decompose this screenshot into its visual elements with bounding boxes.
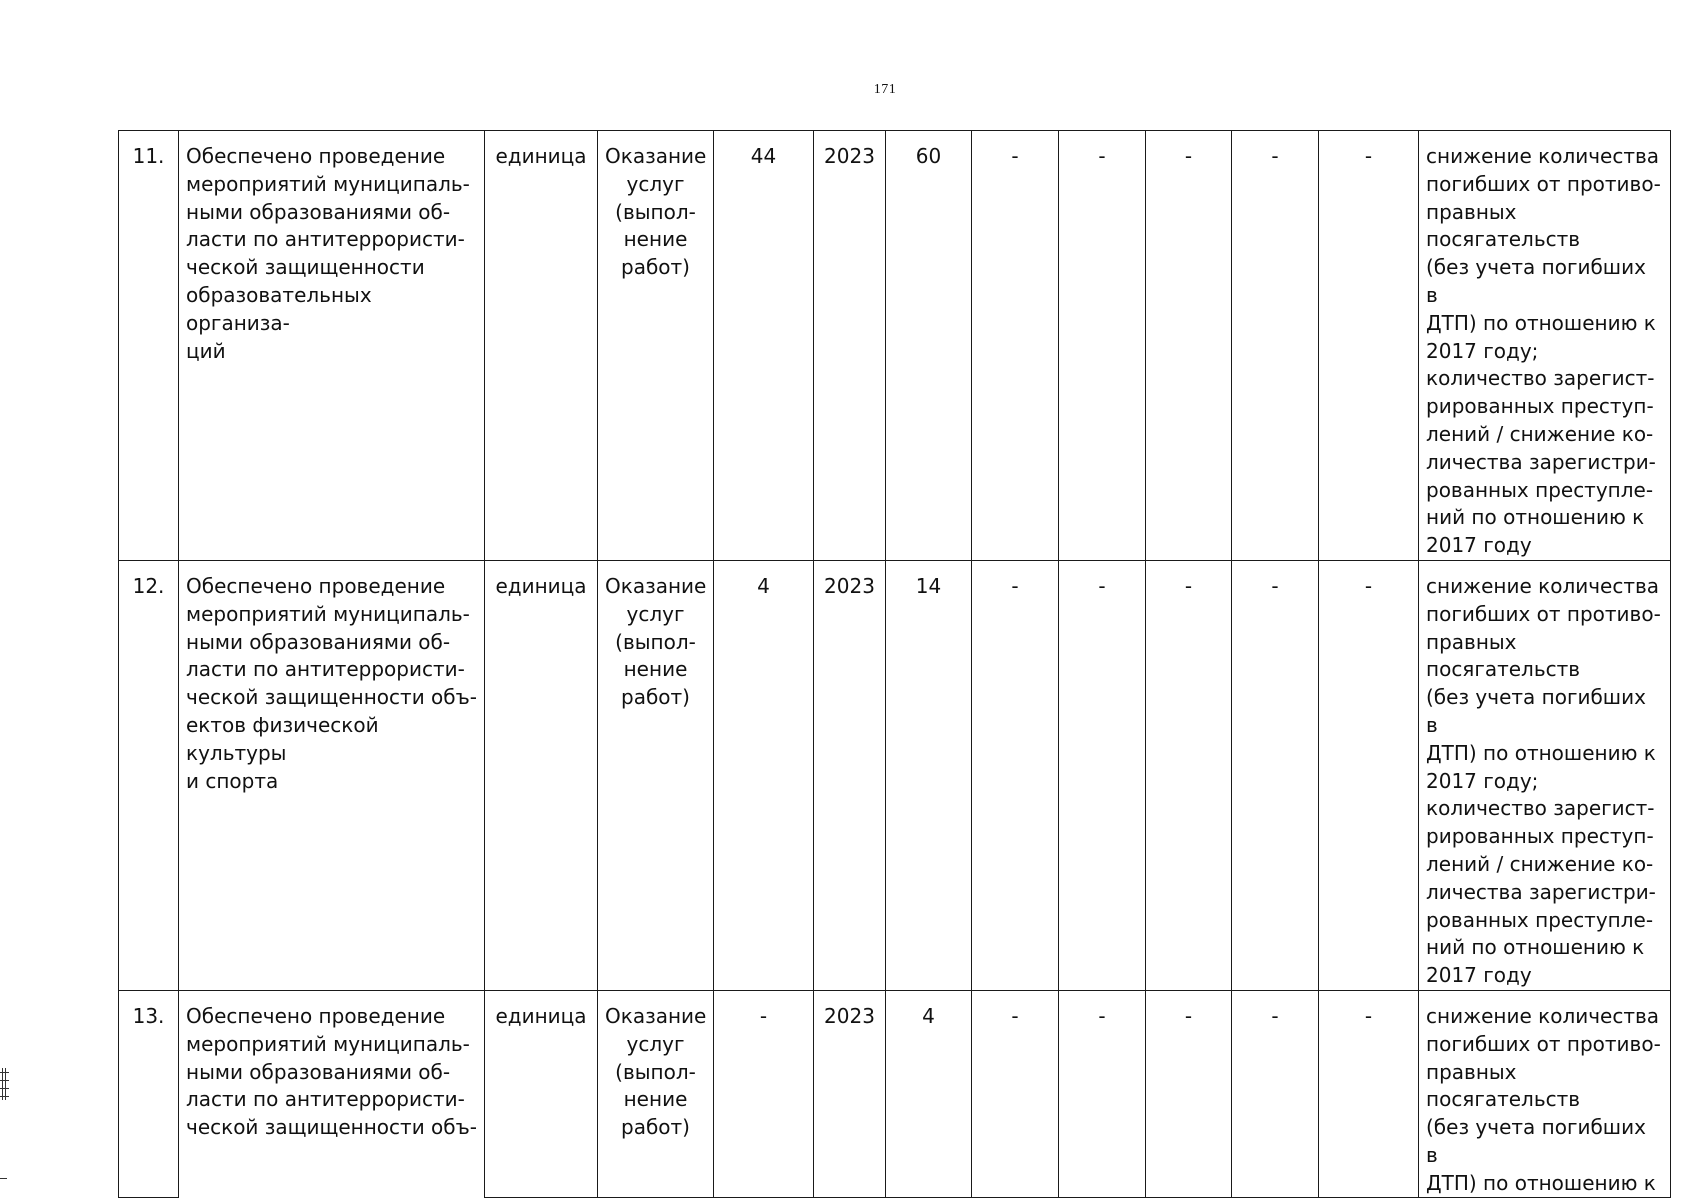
year-cell: 2023 — [814, 131, 886, 561]
row-number: 13. — [119, 990, 179, 1198]
year-value-cell: - — [972, 131, 1059, 561]
type-cell: Оказание услуг (выпол- нение работ) — [598, 560, 714, 990]
year-cell: 2023 — [814, 560, 886, 990]
measure-name: Обеспечено проведение мероприятий муниципаль- ными образованиями об- ласти по антитеррористи- ческой защищенности объ- — [179, 990, 485, 1198]
year-value-cell: - — [1319, 560, 1419, 990]
base-value-cell: 44 — [714, 131, 814, 561]
year-value-cell: - — [1146, 131, 1232, 561]
row-number: 11. — [119, 131, 179, 561]
year-value-cell: - — [1232, 131, 1319, 561]
year-value-cell: - — [1319, 990, 1419, 1198]
year-value-cell: - — [1146, 990, 1232, 1198]
year-value-cell: - — [1232, 990, 1319, 1198]
type-cell: Оказание услуг (выпол- нение работ) — [598, 131, 714, 561]
year-value-cell: - — [1059, 131, 1146, 561]
value-cell: 60 — [886, 131, 972, 561]
unit-cell: единица — [485, 560, 598, 990]
base-value-cell: - — [714, 990, 814, 1198]
result-cell: снижение количества погибших от противо- правных посягательств (без учета погибших в ДТП) по отношению к 2017 году; количество зарегист- рированных преступ- лений / снижение ко- личества зарегистри- рованных преступле- ний по отношению к 2017 году — [1419, 560, 1671, 990]
result-cell: снижение количества погибших от противо- правных посягательств (без учета погибших в ДТП) по отношению к 2017 году; количество зарегист- рированных преступ- лений / снижение ко- личества зарегистри- рованных преступле- ний по отношению к 2017 году — [1419, 131, 1671, 561]
unit-cell: единица — [485, 131, 598, 561]
year-value-cell: - — [972, 560, 1059, 990]
unit-cell: единица — [485, 990, 598, 1198]
year-cell: 2023 — [814, 990, 886, 1198]
year-value-cell: - — [1146, 560, 1232, 990]
page-number: 171 — [873, 82, 897, 97]
measure-name: Обеспечено проведение мероприятий муниципаль- ными образованиями об- ласти по антитеррористи- ческой защищенности образовательных организа- ций — [179, 131, 485, 561]
table-row — [119, 990, 1671, 1198]
year-value-cell: - — [1059, 560, 1146, 990]
table-row — [119, 560, 1671, 990]
result-cell: снижение количества погибших от противо- правных посягательств (без учета погибших в ДТП) по отношению к — [1419, 990, 1671, 1198]
year-value-cell: - — [1319, 131, 1419, 561]
type-cell: Оказание услуг (выпол- нение работ) — [598, 990, 714, 1198]
row-number: 12. — [119, 560, 179, 990]
measures-table — [118, 130, 1671, 1198]
year-value-cell: - — [972, 990, 1059, 1198]
year-value-cell: - — [1059, 990, 1146, 1198]
base-value-cell: 4 — [714, 560, 814, 990]
measure-name: Обеспечено проведение мероприятий муниципаль- ными образованиями об- ласти по антитеррористи- ческой защищенности объ- ектов физической культуры и спорта — [179, 560, 485, 990]
table-row — [119, 131, 1671, 561]
value-cell: 14 — [886, 560, 972, 990]
year-value-cell: - — [1232, 560, 1319, 990]
value-cell: 4 — [886, 990, 972, 1198]
